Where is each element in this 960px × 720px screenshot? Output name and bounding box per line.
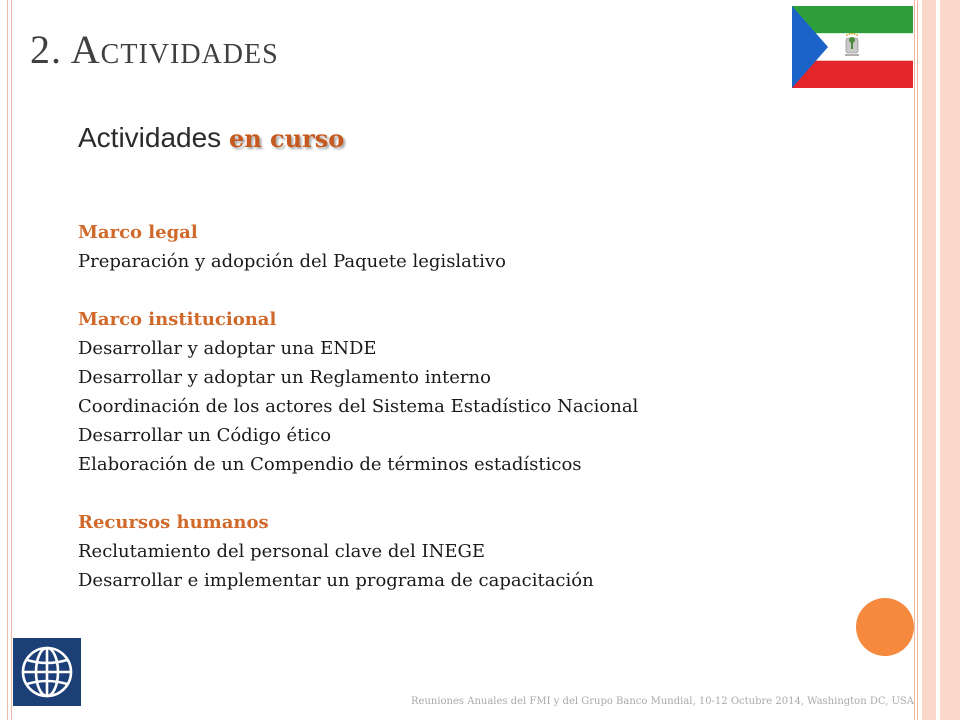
- list-item: Desarrollar un Código ético: [78, 425, 332, 446]
- list-item: Preparación y adopción del Paquete legislativo: [78, 251, 506, 272]
- list-item: Coordinación de los actores del Sistema Estadístico Nacional: [78, 396, 639, 417]
- list-item: Desarrollar y adoptar un Reglamento interno: [78, 367, 491, 388]
- left-decor-line: [11, 0, 12, 720]
- subtitle-emphasis: en curso: [228, 124, 345, 153]
- section-recursos-humanos: [78, 508, 638, 595]
- equatorial-guinea-flag-icon: [792, 6, 913, 88]
- activities-list: [78, 218, 638, 595]
- section-heading: Recursos humanos: [78, 512, 269, 533]
- right-decor-stripes: [914, 0, 960, 720]
- left-decor-line: [7, 0, 8, 720]
- decor-stripe: [914, 0, 915, 720]
- subtitle-prefix: Actividades: [78, 122, 229, 153]
- list-item: Desarrollar e implementar un programa de capacitación: [78, 570, 594, 591]
- world-bank-logo-icon: [13, 638, 81, 706]
- section-heading: Marco legal: [78, 222, 198, 243]
- footer-text: Reuniones Anuales del FMI y del Grupo Banco Mundial, 10-12 Octubre 2014, Washington DC, USA: [411, 696, 914, 707]
- section-marco-legal: [78, 218, 638, 276]
- list-item: Desarrollar y adoptar una ENDE: [78, 338, 377, 359]
- decor-stripe: [917, 0, 918, 720]
- section-marco-institucional: [78, 305, 638, 479]
- decor-circle: [856, 598, 914, 656]
- subtitle: [78, 122, 344, 154]
- slide-title: 2. Actividades: [30, 27, 279, 72]
- list-item: Reclutamiento del personal clave del INEGE: [78, 541, 486, 562]
- decor-stripe: [940, 0, 960, 720]
- decor-stripe: [922, 0, 936, 720]
- section-heading: Marco institucional: [78, 309, 277, 330]
- list-item: Elaboración de un Compendio de términos estadísticos: [78, 454, 582, 475]
